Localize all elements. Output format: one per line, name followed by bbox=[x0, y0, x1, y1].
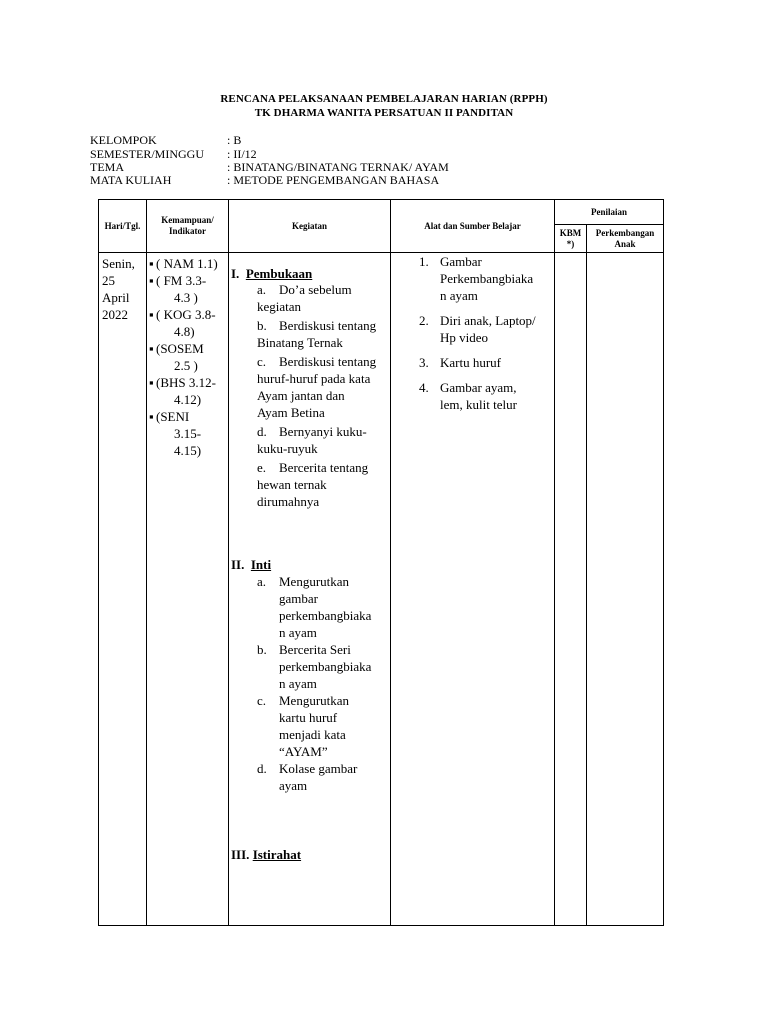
item-text: “AYAM” bbox=[279, 744, 328, 759]
item-text: Binatang Ternak bbox=[257, 335, 343, 350]
item-number: e. bbox=[257, 460, 267, 475]
item-number: a. bbox=[257, 282, 267, 297]
item-text: ayam bbox=[279, 778, 308, 793]
header-kemampuan: Kemampuan/ Indikator bbox=[147, 200, 229, 253]
section-title: Inti bbox=[250, 557, 272, 572]
item-text: kartu huruf bbox=[279, 710, 338, 725]
list-item bbox=[391, 253, 554, 304]
kemampuan-text: 4.15) bbox=[174, 443, 202, 458]
list-item bbox=[149, 272, 228, 306]
kemampuan-text: (SOSEM bbox=[156, 341, 204, 356]
item-number: 4. bbox=[419, 380, 429, 395]
kemampuan-text: 2.5 ) bbox=[174, 358, 198, 373]
item-text: Berdiskusi tentang bbox=[279, 354, 377, 369]
item-number: c. bbox=[257, 693, 267, 708]
cell-perkembangan bbox=[587, 253, 664, 926]
bullet-icon: ▪ bbox=[149, 341, 154, 356]
kemampuan-text: ( KOG 3.8- bbox=[156, 307, 216, 322]
header-kbm: KBM *) bbox=[555, 225, 587, 253]
day-line: 25 bbox=[102, 273, 115, 288]
list-item bbox=[257, 281, 390, 315]
section-number: III. bbox=[231, 847, 250, 862]
list-item bbox=[257, 317, 390, 351]
day-line: 2022 bbox=[102, 307, 128, 322]
item-text: Perkembangbiaka bbox=[440, 271, 534, 286]
list-item bbox=[257, 573, 390, 641]
item-text: Gambar ayam, bbox=[440, 380, 517, 395]
item-text: Kartu huruf bbox=[440, 355, 502, 370]
list-item bbox=[149, 374, 228, 408]
table-row bbox=[99, 253, 664, 926]
kemampuan-text: (BHS 3.12- bbox=[156, 375, 216, 390]
section-number: II. bbox=[231, 557, 245, 572]
header-perkembangan: Perkembangan Anak bbox=[587, 225, 664, 253]
cell-day bbox=[99, 253, 147, 926]
list-item bbox=[257, 459, 390, 510]
item-text: gambar bbox=[279, 591, 318, 606]
item-number: c. bbox=[257, 354, 267, 369]
cell-kegiatan bbox=[229, 253, 391, 926]
school-name: TK DHARMA WANITA PERSATUAN II PANDITAN bbox=[254, 107, 514, 119]
item-text: perkembangbiaka bbox=[279, 659, 372, 674]
section-inti bbox=[231, 556, 390, 573]
cell-kbm bbox=[555, 253, 587, 926]
item-text: dirumahnya bbox=[257, 494, 320, 509]
kemampuan-text: 3.15- bbox=[174, 426, 202, 441]
item-number: d. bbox=[257, 424, 267, 439]
kemampuan-text: ( NAM 1.1) bbox=[156, 256, 218, 271]
item-text: hewan ternak bbox=[257, 477, 327, 492]
day-line: April bbox=[102, 290, 130, 305]
section-pembukaan bbox=[231, 265, 390, 282]
day-line: Senin, bbox=[102, 256, 135, 271]
bullet-icon: ▪ bbox=[149, 409, 154, 424]
item-text: perkembangbiaka bbox=[279, 608, 372, 623]
item-number: 2. bbox=[419, 313, 429, 328]
item-text: Gambar bbox=[440, 254, 482, 269]
list-item bbox=[391, 312, 554, 346]
info-key: KELOMPOK bbox=[90, 133, 157, 147]
header-alat: Alat dan Sumber Belajar bbox=[391, 200, 555, 253]
info-key: MATA KULIAH bbox=[90, 173, 172, 187]
list-item bbox=[149, 340, 228, 374]
item-text: Do’a sebelum bbox=[279, 282, 352, 297]
item-text: Mengurutkan bbox=[279, 693, 350, 708]
cell-alat bbox=[391, 253, 555, 926]
info-value: : METODE PENGEMBANGAN BAHASA bbox=[227, 173, 440, 187]
bullet-icon: ▪ bbox=[149, 273, 154, 288]
item-text: kegiatan bbox=[257, 299, 302, 314]
item-text: Bercerita Seri bbox=[279, 642, 351, 657]
header-penilaian: Penilaian bbox=[555, 200, 664, 225]
bullet-icon: ▪ bbox=[149, 307, 154, 322]
info-value: : BINATANG/BINATANG TERNAK/ AYAM bbox=[227, 160, 449, 174]
section-number: I. bbox=[231, 266, 240, 281]
item-text: Hp video bbox=[440, 330, 489, 345]
kemampuan-text: 4.8) bbox=[174, 324, 195, 339]
header-row bbox=[99, 200, 664, 225]
item-text: lem, kulit telur bbox=[440, 397, 517, 412]
item-text: huruf-huruf pada kata bbox=[257, 371, 371, 386]
cell-kemampuan bbox=[147, 253, 229, 926]
item-text: Bercerita tentang bbox=[279, 460, 369, 475]
header-hari: Hari/Tgl. bbox=[99, 200, 147, 253]
item-number: b. bbox=[257, 642, 267, 657]
list-item bbox=[149, 255, 228, 272]
header-kegiatan: Kegiatan bbox=[229, 200, 391, 253]
kemampuan-text: (SENI bbox=[156, 409, 190, 424]
section-title: Istirahat bbox=[252, 847, 302, 862]
kemampuan-text: ( FM 3.3- bbox=[156, 273, 207, 288]
info-key: SEMESTER/MINGGU bbox=[90, 147, 205, 161]
item-number: b. bbox=[257, 318, 267, 333]
item-text: Ayam jantan dan bbox=[257, 388, 345, 403]
item-text: n ayam bbox=[440, 288, 478, 303]
item-text: kuku-ruyuk bbox=[257, 441, 318, 456]
item-number: a. bbox=[257, 574, 267, 589]
kemampuan-text: 4.12) bbox=[174, 392, 202, 407]
document-title: RENCANA PELAKSANAAN PEMBELAJARAN HARIAN (RPPH) bbox=[220, 93, 548, 105]
item-text: Mengurutkan bbox=[279, 574, 350, 589]
list-item bbox=[257, 641, 390, 692]
list-item bbox=[257, 692, 390, 760]
item-text: Diri anak, Laptop/ bbox=[440, 313, 536, 328]
item-text: n ayam bbox=[279, 676, 317, 691]
rpph-table bbox=[98, 199, 664, 926]
bullet-icon: ▪ bbox=[149, 256, 154, 271]
list-item bbox=[257, 353, 390, 421]
info-key: TEMA bbox=[90, 160, 124, 174]
item-text: menjadi kata bbox=[279, 727, 346, 742]
section-title: Pembukaan bbox=[245, 266, 313, 281]
item-text: Kolase gambar bbox=[279, 761, 358, 776]
section-istirahat bbox=[231, 846, 390, 863]
list-item bbox=[257, 760, 390, 794]
item-text: Ayam Betina bbox=[257, 405, 325, 420]
list-item bbox=[391, 379, 554, 413]
item-number: d. bbox=[257, 761, 267, 776]
item-text: Berdiskusi tentang bbox=[279, 318, 377, 333]
info-value: : B bbox=[227, 133, 242, 147]
list-item bbox=[149, 408, 228, 459]
kemampuan-text: 4.3 ) bbox=[174, 290, 198, 305]
item-number: 1. bbox=[419, 254, 429, 269]
item-number: 3. bbox=[419, 355, 429, 370]
item-text: n ayam bbox=[279, 625, 317, 640]
item-text: Bernyanyi kuku- bbox=[279, 424, 367, 439]
list-item bbox=[391, 354, 554, 371]
bullet-icon: ▪ bbox=[149, 375, 154, 390]
info-value: : II/12 bbox=[227, 147, 257, 161]
list-item bbox=[257, 423, 390, 457]
list-item bbox=[149, 306, 228, 340]
